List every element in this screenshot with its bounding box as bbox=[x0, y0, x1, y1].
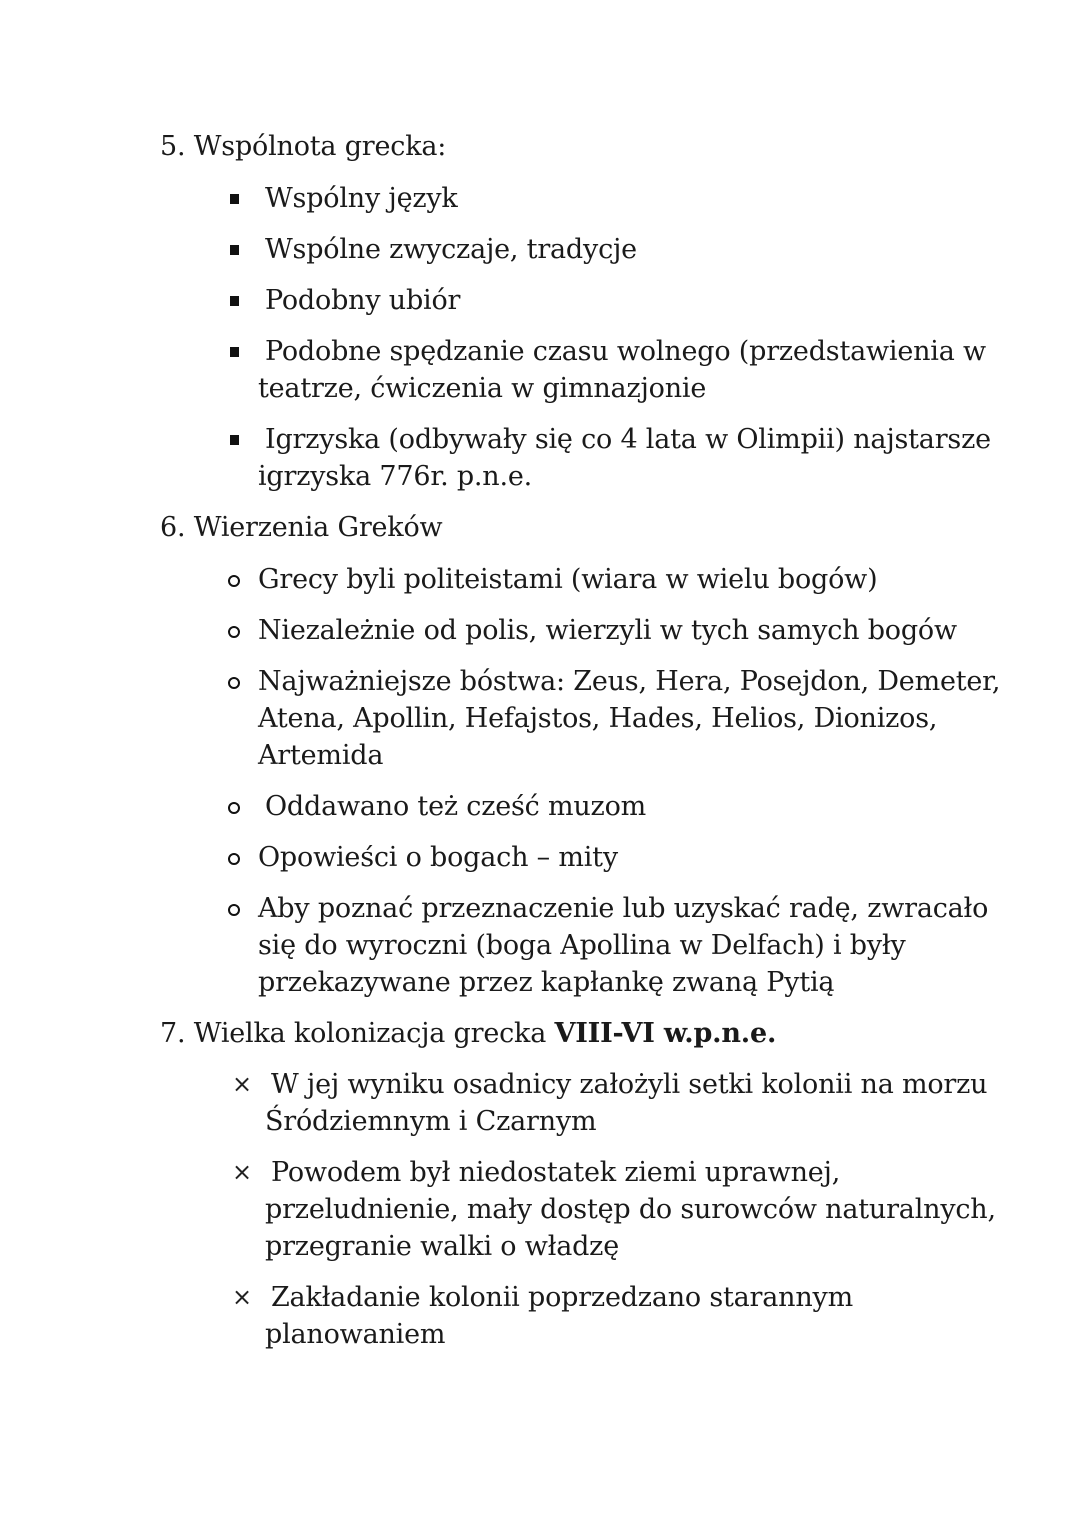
section-6-item-3-line-3: Artemida bbox=[258, 740, 384, 771]
cross-bullet-icon: × bbox=[232, 1158, 253, 1186]
circle-bullet-icon bbox=[228, 626, 240, 638]
square-bullet-icon bbox=[230, 435, 239, 445]
section-6-item-3-line-2: Atena, Apollin, Hefajstos, Hades, Helios, Dionizos, bbox=[258, 703, 938, 734]
section-6-item-6-line-3: przekazywane przez kapłankę zwaną Pytią bbox=[258, 967, 835, 998]
section-6-item-4: Oddawano też cześć muzom bbox=[265, 791, 647, 822]
cross-bullet-icon: × bbox=[232, 1070, 253, 1098]
section-7-item-3-line-2: planowaniem bbox=[265, 1319, 446, 1350]
circle-bullet-icon bbox=[228, 802, 240, 814]
circle-bullet-icon bbox=[228, 853, 240, 865]
section-6-heading: 6. Wierzenia Greków bbox=[160, 512, 443, 543]
square-bullet-icon bbox=[230, 194, 239, 204]
circle-bullet-icon bbox=[228, 677, 240, 689]
section-7-item-2-line-2: przeludnienie, mały dostęp do surowców naturalnych, bbox=[265, 1194, 996, 1225]
section-5-item-2: Wspólne zwyczaje, tradycje bbox=[265, 234, 637, 265]
square-bullet-icon bbox=[230, 296, 239, 306]
square-bullet-icon bbox=[230, 245, 239, 255]
section-7-heading-period: VIII-VI w.p.n.e. bbox=[554, 1018, 777, 1049]
section-5-heading: 5. Wspólnota grecka: bbox=[160, 131, 447, 162]
section-7-item-2-line-1: Powodem był niedostatek ziemi uprawnej, bbox=[271, 1157, 841, 1188]
section-6-item-3-line-1: Najważniejsze bóstwa: Zeus, Hera, Posejdon, Demeter, bbox=[258, 666, 1001, 697]
section-7-heading bbox=[160, 1015, 776, 1052]
section-7-item-1-line-2: Śródziemnym i Czarnym bbox=[265, 1106, 597, 1137]
section-5-item-4-line-1: Podobne spędzanie czasu wolnego (przedstawienia w bbox=[265, 336, 986, 367]
section-7-item-2-line-3: przegranie walki o władzę bbox=[265, 1231, 619, 1262]
section-5-item-5-line-1: Igrzyska (odbywały się co 4 lata w Olimpii) najstarsze bbox=[265, 424, 991, 455]
section-6-item-2: Niezależnie od polis, wierzyli w tych samych bogów bbox=[258, 615, 957, 646]
cross-bullet-icon: × bbox=[232, 1283, 253, 1311]
section-6-item-5: Opowieści o bogach – mity bbox=[258, 842, 618, 873]
circle-bullet-icon bbox=[228, 904, 240, 916]
section-5-item-3: Podobny ubiór bbox=[265, 285, 461, 316]
section-5-item-5-line-2: igrzyska 776r. p.n.e. bbox=[258, 461, 533, 492]
section-6-item-1: Grecy byli politeistami (wiara w wielu bogów) bbox=[258, 564, 878, 595]
section-5-item-4-line-2: teatrze, ćwiczenia w gimnazjonie bbox=[258, 373, 707, 404]
section-5-item-1: Wspólny język bbox=[265, 183, 458, 214]
section-7-item-1-line-1: W jej wyniku osadnicy założyli setki kolonii na morzu bbox=[271, 1069, 988, 1100]
section-7-heading-text: 7. Wielka kolonizacja grecka bbox=[160, 1018, 555, 1049]
circle-bullet-icon bbox=[228, 575, 240, 587]
square-bullet-icon bbox=[230, 347, 239, 357]
section-6-item-6-line-1: Aby poznać przeznaczenie lub uzyskać radę, zwracało bbox=[258, 893, 989, 924]
section-6-item-6-line-2: się do wyroczni (boga Apollina w Delfach) i były bbox=[258, 930, 906, 961]
section-7-item-3-line-1: Zakładanie kolonii poprzedzano starannym bbox=[271, 1282, 853, 1313]
